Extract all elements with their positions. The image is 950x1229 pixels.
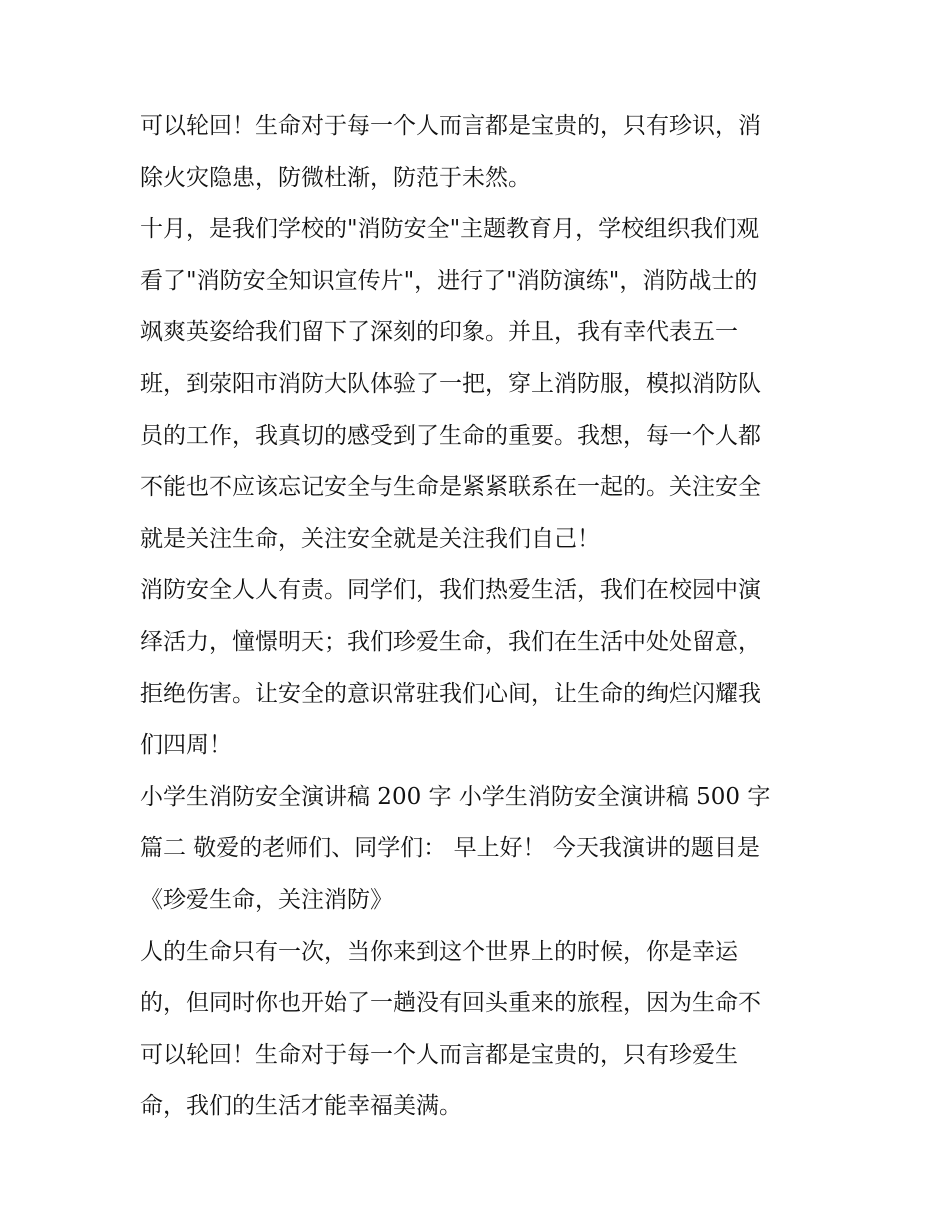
text-line-13: 们四周！: [140, 732, 232, 759]
text-line-14: 小学生消防安全演讲稿 200 字 小学生消防安全演讲稿 500 字: [140, 783, 771, 810]
text-line-9: 就是关注生命，关注安全就是关注我们自己！: [140, 525, 600, 552]
text-line-4: 看了"消防安全知识宣传片"，进行了"消防演练"，消防战士的: [140, 267, 758, 294]
text-line-11: 绎活力，憧憬明天；我们珍爱生命，我们在生活中处处留意，: [140, 628, 761, 655]
text-line-5: 飒爽英姿给我们留下了深刻的印象。并且，我有幸代表五一: [140, 319, 738, 346]
text-line-17: 人的生命只有一次，当你来到这个世界上的时候，你是幸运: [140, 938, 738, 965]
text-line-19: 可以轮回！生命对于每一个人而言都是宝贵的，只有珍爱生: [140, 1041, 738, 1068]
text-line-18: 的，但同时你也开始了一趟没有回头重来的旅程，因为生命不: [140, 990, 761, 1017]
text-line-15: 篇二 敬爱的老师们、同学们： 早上好！ 今天我演讲的题目是: [140, 835, 760, 862]
text-line-12: 拒绝伤害。让安全的意识常驻我们心间，让生命的绚烂闪耀我: [140, 680, 761, 707]
text-line-8: 不能也不应该忘记安全与生命是紧紧联系在一起的。关注安全: [140, 474, 761, 501]
text-line-20: 命，我们的生活才能幸福美满。: [140, 1093, 462, 1120]
text-line-1: 可以轮回！生命对于每一个人而言都是宝贵的，只有珍识，消: [140, 113, 761, 139]
text-line-10: 消防安全人人有责。同学们，我们热爱生活，我们在校园中演: [140, 577, 761, 604]
text-line-3: 十月，是我们学校的"消防安全"主题教育月，学校组织我们观: [140, 216, 760, 243]
text-line-7: 员的工作，我真切的感受到了生命的重要。我想，每一个人都: [140, 422, 761, 449]
body-text: [140, 101, 820, 1133]
text-line-2: 除火灾隐患，防微杜渐，防范于未然。: [140, 164, 531, 191]
text-line-6: 班，到荥阳市消防大队体验了一把，穿上消防服，模拟消防队: [140, 370, 761, 397]
text-line-16: 《珍爱生命，关注消防》: [140, 886, 393, 913]
